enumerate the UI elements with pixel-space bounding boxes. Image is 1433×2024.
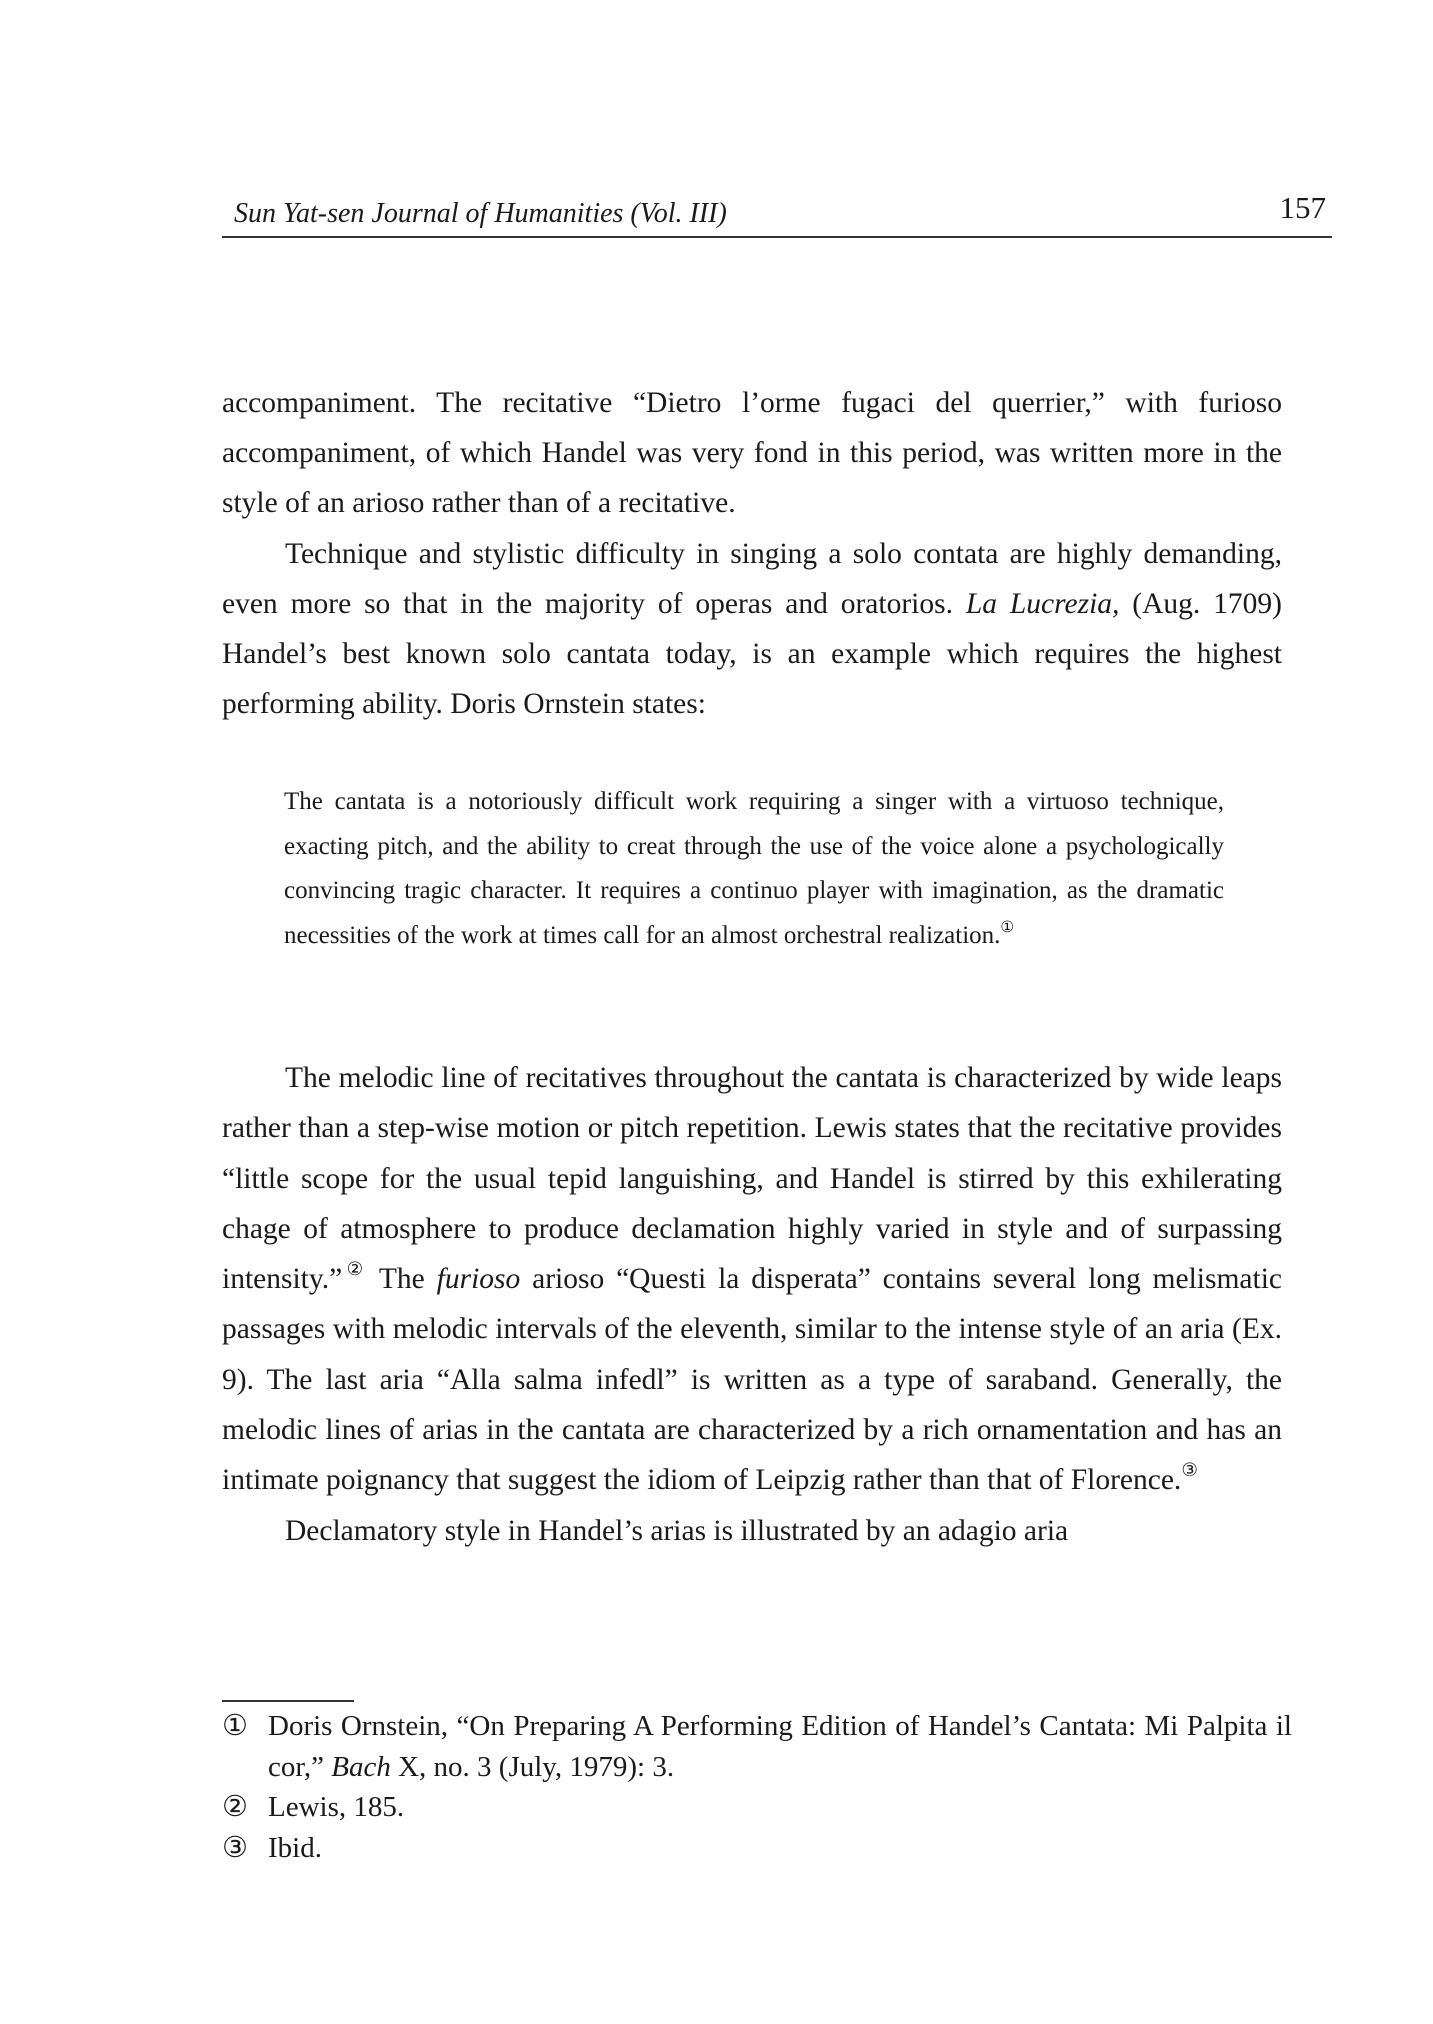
- footnote-22: [222, 1787, 1292, 1828]
- paragraph-2-before: Technique and stylistic difficulty in singing a solo contata are highly demanding, even more so that in the majority of operas and oratorios.: [222, 537, 1282, 620]
- footnote-21: [222, 1706, 1292, 1787]
- paragraph-2-after: (Aug. 1709) Handel’s best known solo cantata today, is an example which requires the highest performing ability. Doris Ornstein states:: [222, 587, 1283, 721]
- running-title: Sun Yat-sen Journal of Humanities (Vol. III): [234, 198, 727, 229]
- footnote-mark: ①: [222, 1710, 248, 1742]
- footnote-text: Lewis, 185.: [268, 1791, 405, 1823]
- paragraph-1: accompaniment. The recitative “Dietro l’orme fugaci del querrier,” with furioso accompaniment, of which Handel was very fond in this period, was written more in the style of an arioso rather than of a recitative.: [222, 387, 1282, 520]
- block-quote-text: The cantata is a notoriously difficult work requiring a singer with a virtuoso technique, exacting pitch, and the ability to creat through the use of the voice alone a psychologically convincing tragic character. It requires a continuo player with imagination, as the dramatic necessities of the work at times call for an almost orchestral realization.: [284, 788, 1224, 949]
- paragraph-3-part3: arioso “Questi la disperata” contains several long melismatic passages with melodic intervals of the eleventh, similar to the intense style of an aria (Ex. 9). The last aria “Alla salma infedl” is written as a type of saraband. Generally, the melodic lines of arias in the cantata are characterized by a rich ornamentation and has an intimate poignancy that suggest the idiom of Leipzig rather than that of Florence.: [222, 1263, 1282, 1497]
- footnote-mark: ③: [222, 1831, 248, 1864]
- paragraph-3-part1: The melodic line of recitatives throughout the cantata is characterized by wide leaps rather than a step-wise motion or pitch repetition. Lewis states that the recitative provides “little scope for the usual tepid languishing, and Handel is stirred by this exhilerating chage of atmosphere to produce declamation highly varied in style and of surpassing intensity.”: [222, 1062, 1282, 1296]
- footnote-journal-title: Bach: [331, 1750, 391, 1783]
- body-text-bottom: [222, 1053, 1282, 1556]
- page-number: 157: [1279, 190, 1326, 225]
- body-text-top: [222, 378, 1282, 729]
- footnote-text: Ibid.: [268, 1831, 322, 1864]
- footnote-23: [222, 1828, 1292, 1869]
- footnote-text-end: X, no. 3 (July, 1979): 3.: [390, 1750, 675, 1783]
- term-furioso: furioso: [436, 1263, 521, 1296]
- paragraph-3-part2: The: [367, 1263, 437, 1296]
- work-title-la-lucrezia: La Lucrezia,: [965, 587, 1120, 620]
- footnotes: [222, 1706, 1292, 1868]
- block-quote: [284, 780, 1224, 958]
- footnote-mark: ②: [222, 1791, 248, 1823]
- note-reference-23: ③: [1181, 1460, 1198, 1481]
- note-reference-22: ②: [342, 1259, 368, 1280]
- footnote-rule: [222, 1700, 354, 1702]
- footnote-text: Doris Ornstein, “On Preparing A Performing Edition of Handel’s Cantata: Mi Palpita il cor,”: [268, 1710, 1292, 1783]
- paragraph-4: Declamatory style in Handel’s arias is illustrated by an adagio aria: [285, 1514, 1069, 1547]
- running-header: [222, 186, 1332, 238]
- paragraph-3: [222, 1053, 1282, 1506]
- paragraph-2: [222, 529, 1282, 730]
- note-reference-21: ①: [1000, 918, 1015, 936]
